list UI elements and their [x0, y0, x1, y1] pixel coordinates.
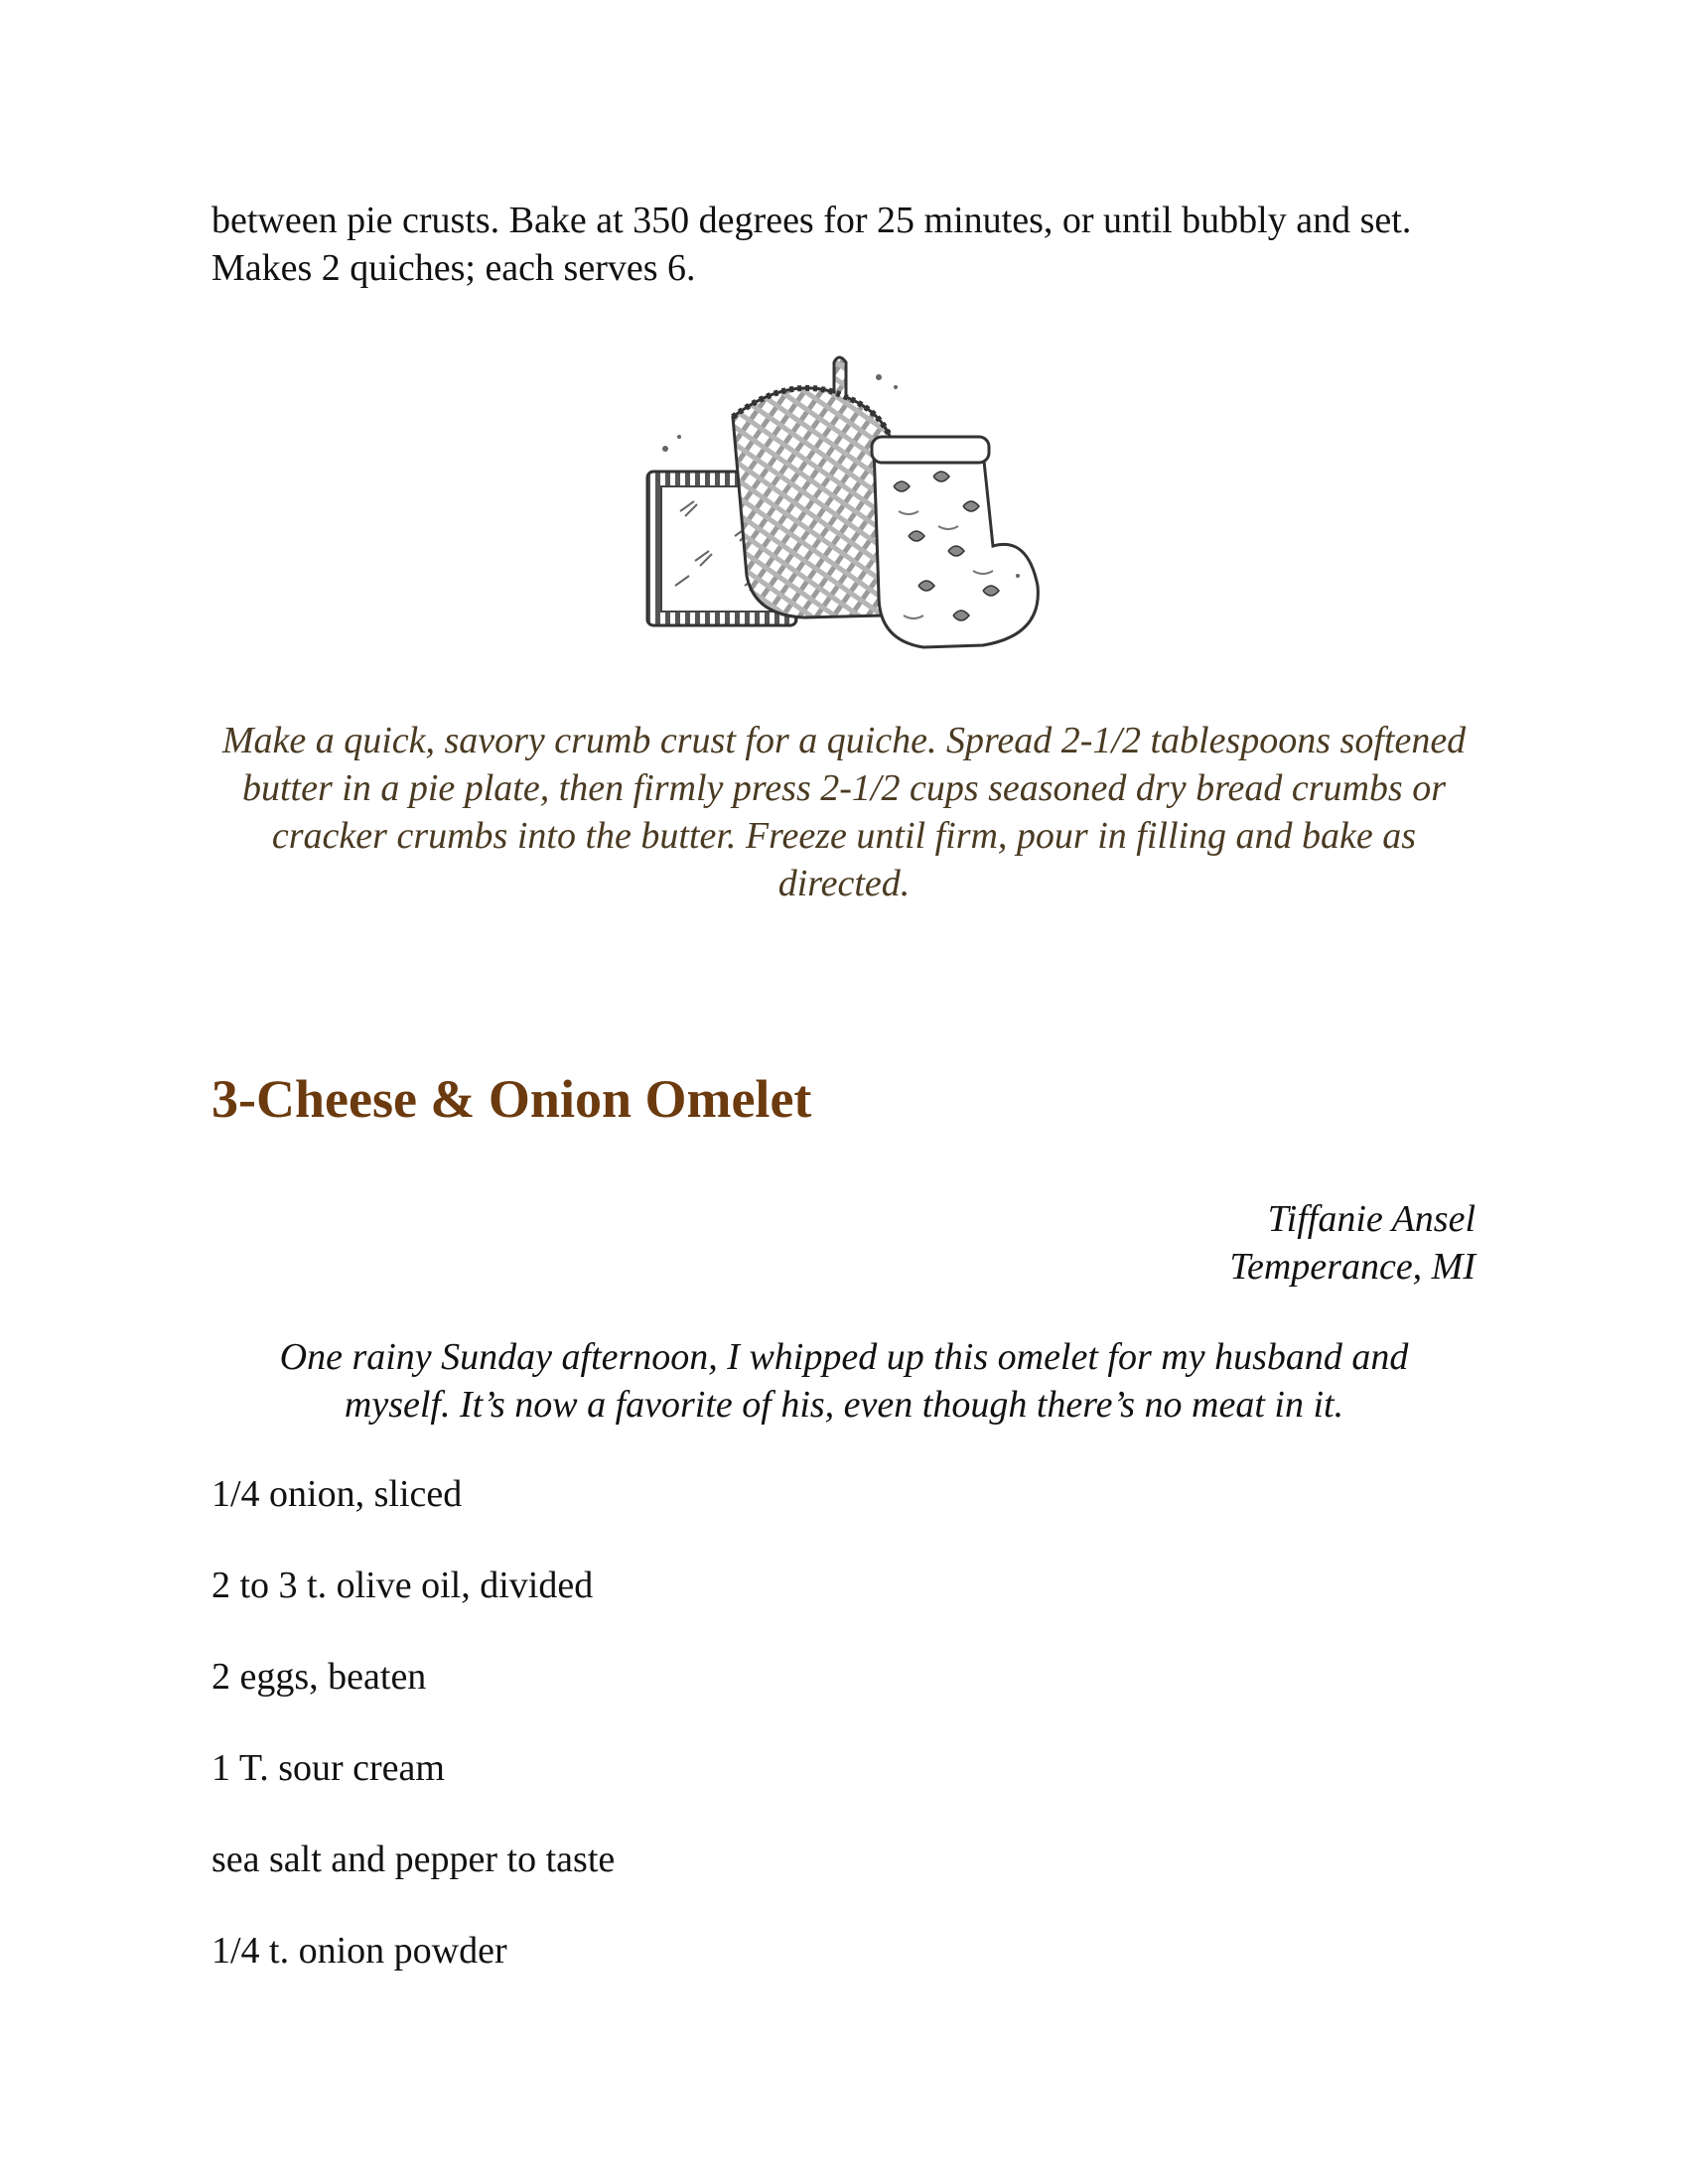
oven-mitt-shape — [872, 374, 1038, 647]
oven-mitts-illustration-icon — [635, 338, 1053, 655]
intro-paragraph: between pie crusts. Bake at 350 degrees for 25 minutes, or until bubbly and set. Makes 2 quiches; each serves 6. — [211, 200, 1412, 289]
ingredient-list — [211, 1470, 615, 2018]
tip-paragraph: Make a quick, savory crumb crust for a quiche. Spread 2-1/2 tablespoons softened butter in a pie plate, then firmly press 2-1/2 cups seasoned dry bread crumbs or cracker crumbs into the butter. Freeze until firm, pour in filling and bake as directed. — [221, 720, 1467, 904]
ingredient-item: 1/4 t. onion powder — [211, 1930, 507, 1972]
author-name: Tiffanie Ansel — [1267, 1198, 1476, 1240]
ingredient-item: 2 eggs, beaten — [211, 1656, 427, 1698]
author-block — [1229, 1195, 1476, 1291]
recipe-title: 3-Cheese & Onion Omelet — [211, 1069, 812, 1129]
ingredient-item: 1/4 onion, sliced — [211, 1473, 463, 1515]
author-location: Temperance, MI — [1229, 1246, 1476, 1288]
ingredient-item: 2 to 3 t. olive oil, divided — [211, 1565, 594, 1606]
ingredient-item: 1 T. sour cream — [211, 1747, 445, 1789]
ingredient-item: sea salt and pepper to taste — [211, 1839, 616, 1880]
recipe-quote: One rainy Sunday afternoon, I whipped up this omelet for my husband and myself. It’s now a favorite of his, even though there’s no meat in it. — [279, 1336, 1409, 1426]
